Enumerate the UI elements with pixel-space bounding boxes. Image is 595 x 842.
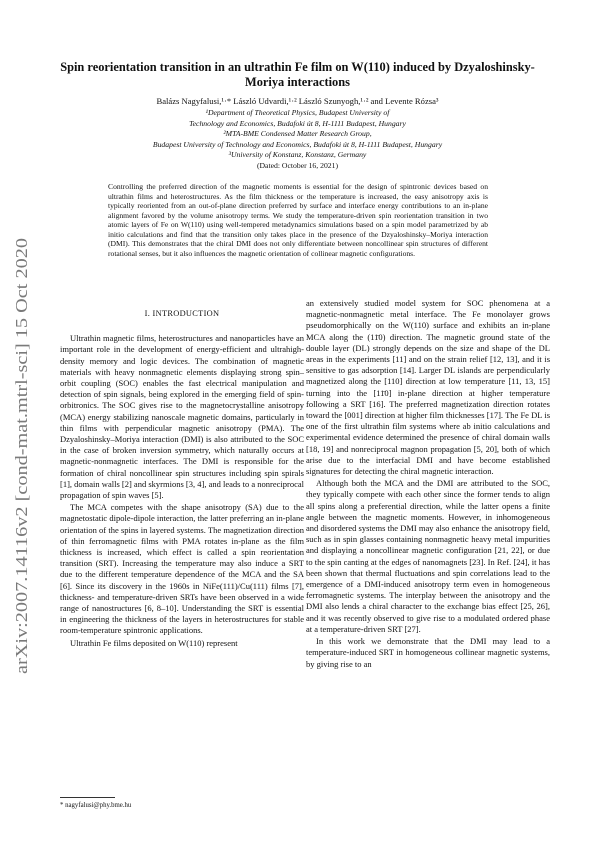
affiliation-line: ²MTA-BME Condensed Matter Research Group,	[223, 129, 372, 139]
body-paragraph: The MCA competes with the shape anisotropy (SA) due to the magnetostatic dipole-dipole interaction, the latter preferring an in-plane orientation of the spins in layered systems. The magnetization direction of thin ferromagnetic films with PMA rotates in-plane as the film thickness is increased, which effect is called a spin reorientation transition (SRT). Increasing the temperature may also induce a SRT due to the different temperature dependence of the MCA and the SA [6]. Since its discovery in the 1960s in NiFe(111)/Cu(111) films [7], thickness- and temperature-driven SRTs have been observed in a wide range of nanostructures [6, 8–10]. Understanding the SRT is essential in engineering the thickness of the layers in heterostructures for stable room-temperature spintronic applications.	[60, 502, 304, 636]
arxiv-identifier-text: arXiv:2007.14116v2 [cond-mat.mtrl-sci] 15 Oct 2020	[12, 308, 31, 674]
affiliation-line: Budapest University of Technology and Economics, Budafoki út 8, H-1111 Budapest, Hungary	[152, 139, 443, 149]
arxiv-identifier	[12, 236, 32, 676]
footnote-email: * nagyfalusi@phy.bme.hu	[60, 802, 132, 809]
body-paragraph: Although both the MCA and the DMI are attributed to the SOC, they typically compete with each other since the former tends to align all spins along a preferential direction, while the latter opens a finite angle between the magnetic moments. However, in inhomogeneous and disordered systems the DMI may also enhance the anisotropy field, such as in spin glasses containing nonmagnetic heavy metal impurities and displaying a noncollinear magnetic configuration [21, 22], or due to the spin canting at the edges of nanomagnets [23]. In Ref. [24], it has been shown that thermal fluctuations and spin correlations lead to the emergence of a DMI-induced anisotropy term even in homogeneous ferromagnetic systems. The interplay between the anisotropy and the DMI also lends a chiral character to the exchange bias effect [25, 26], and it was recently observed to give rise to a modulated ordered phase at a temperature-driven SRT [27].	[306, 478, 550, 634]
section-heading: I. INTRODUCTION	[144, 309, 220, 318]
body-paragraph: Ultrathin magnetic films, heterostructures and nanoparticles have an important role in the development of energy-efficient and ultrahigh-density memory and logic devices. The combination of magnetic materials with heavy nonmagnetic elements displaying strong spin–orbit coupling (SOC) enables the fast electrical manipulation and detection of spin signals, being explored in the emerging field of spin-orbitronics. The SOC gives rise to the magnetocrystalline anisotropy (MCA) energy stabilizing nanoscale magnetic domains, particularly in thin films with perpendicular magnetic anisotropy (PMA). The Dzyaloshinsky–Moriya interaction (DMI) is also attributed to the SOC in the case of broken inversion symmetry, which naturally occurs at magnetic-nonmagnetic interfaces. The DMI is responsible for the formation of chiral noncollinear spin structures including spin spirals [1], domain walls [2] and skyrmions [3, 4], and leads to a nonreciprocal propagation of spin waves [5].	[60, 333, 304, 501]
affiliation-line: ³University of Konstanz, Konstanz, Germany	[228, 150, 367, 160]
body-paragraph: In this work we demonstrate that the DMI may lead to a temperature-induced SRT in homogeneous collinear magnetic systems, by giving rise to an	[306, 636, 550, 669]
abstract: Controlling the preferred direction of the magnetic moments is essential for the design of spintronic devices based on ultrathin films and heterostructures. As the film thickness or the temperature is increased, the easy anisotropy axis is typically reoriented from an out-of-plane direction preferred by surface and interface energy contributions to an in-plane alignment favored by the volume anisotropy terms. We study the temperature-driven spin reorientation transition in two atomic layers of Fe on W(110) using well-tempered metadynamics simulations based on a spin model parametrized by ab initio calculations and find that the transition only takes place in the presence of the Dzyaloshinsky–Moriya interaction (DMI). This demonstrates that the chiral DMI does not only differentiate between noncollinear spin structures of different rotational senses, but it also influences the magnetic orientation of collinear magnetic configurations.	[108, 182, 488, 258]
body-paragraph: Ultrathin Fe films deposited on W(110) represent	[70, 637, 238, 648]
author-list: Balázs Nagyfalusi,¹·* László Udvardi,¹·² László Szunyogh,¹·² and Levente Rózsa³	[156, 96, 439, 106]
body-paragraph: an extensively studied model system for SOC phenomena at a magnetic-nonmagnetic metal interface. The Fe monolayer grows pseudomorphically on the W(110) surface and exhibits an in-plane MCA along the (11̄0) direction. The magnetic ground state of the double layer (DL) strongly depends on the size and shape of the DL areas in the experiments [11] and on the strain relief [12, 13], and it is sensitive to gas adsorption [14]. Larger DL islands are perpendicularly magnetized along the [110] direction at low temperature [11, 13, 15] turning into the [11̄0] in-plane direction at higher temperature following a SRT [16]. The preferred magnetization direction rotates toward the [001] direction at higher film thicknesses [17]. The Fe DL is one of the first ultrathin film systems where ab initio calculations and experimental evidence determined the presence of chiral domain walls [18, 19] and nonreciprocal magnon propagation [5, 20], both of which arise due to the interfacial DMI and have become established signatures for detecting the chiral magnetic interaction.	[306, 298, 550, 477]
date-line: (Dated: October 16, 2021)	[256, 160, 339, 170]
footnote-divider	[60, 797, 115, 798]
affiliation-line: Technology and Economics, Budafoki út 8, H-1111 Budapest, Hungary	[189, 118, 406, 128]
affiliations	[60, 108, 535, 172]
right-column	[306, 298, 550, 671]
affiliation-line: ¹Department of Theoretical Physics, Budapest University of	[205, 108, 390, 117]
paper-title: Spin reorientation transition in an ultrathin Fe film on W(110) induced by Dzyaloshinsky-Moriya interactions	[60, 60, 535, 89]
left-column	[60, 298, 304, 650]
